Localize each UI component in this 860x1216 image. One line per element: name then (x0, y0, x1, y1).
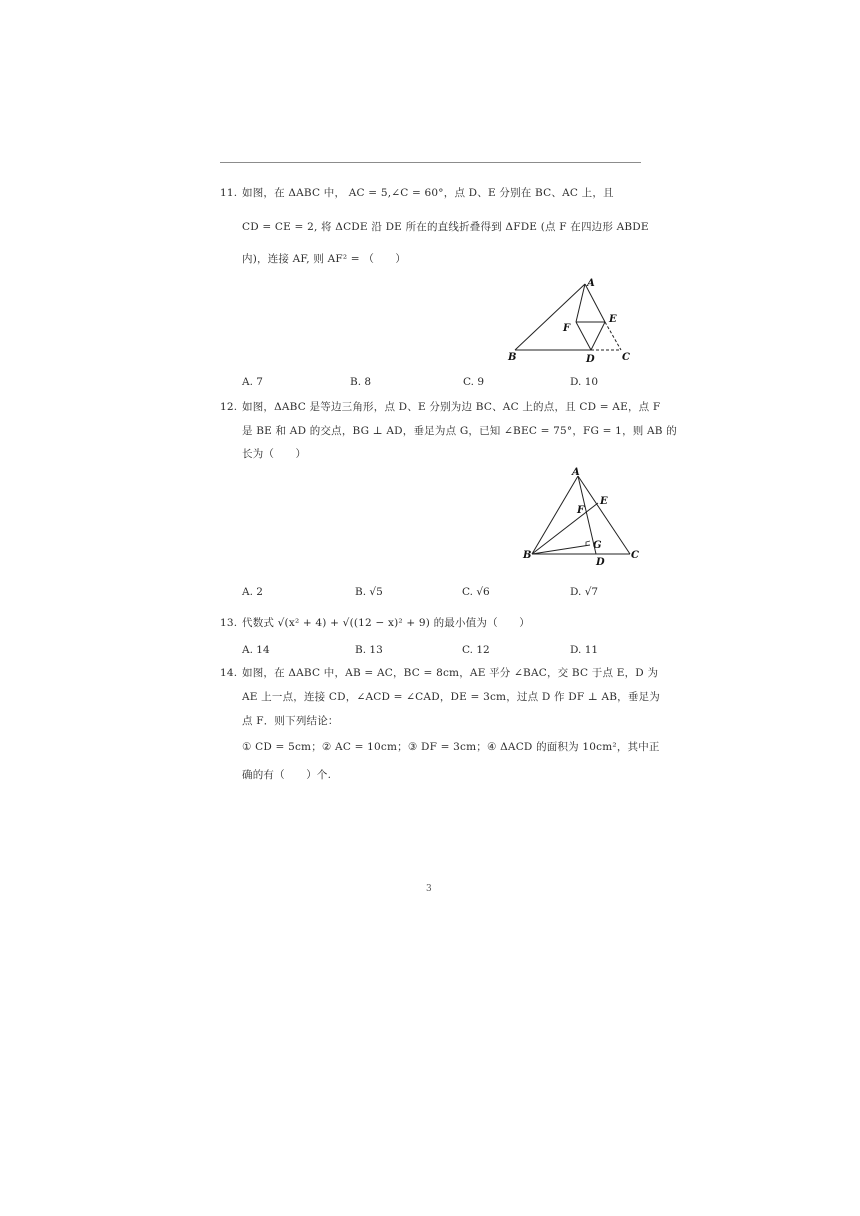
q11-option-c: C. 9 (463, 376, 485, 388)
q12-label-g: G (593, 540, 602, 551)
q12-line-3: 长为（ ） (242, 448, 307, 460)
q11-label-b: B (508, 352, 517, 363)
q12-option-d: D. √7 (570, 586, 599, 598)
q11-label-f: F (563, 323, 571, 334)
page-number: 3 (426, 884, 432, 894)
q12-label-a: A (572, 467, 580, 478)
q12-label-e: E (600, 496, 608, 507)
q13-option-a: A. 14 (242, 644, 270, 656)
q12-label-f: F (577, 505, 585, 516)
q11-option-b: B. 8 (350, 376, 372, 388)
q13-line-1: 13. 代数式 √(x² + 4) + √((12 − x)² + 9) 的最小值为（ ） (220, 617, 530, 629)
q12-line-1: 12. 如图，ΔABC 是等边三角形，点 D、E 分别为边 BC、AC 上的点，且 CD = AE，点 F (220, 401, 661, 413)
q12-number: 12. (220, 401, 238, 413)
q12-label-d: D (596, 557, 605, 568)
q14-line-2: AE 上一点，连接 CD，∠ACD = ∠CAD，DE = 3cm，过点 D 作 DF ⊥ AB，垂足为 (242, 691, 660, 703)
q14-number: 14. (220, 667, 238, 679)
q11-label-e: E (609, 314, 617, 325)
q11-label-c: C (622, 352, 630, 363)
q11-number: 11. (220, 187, 238, 199)
q13-option-d: D. 11 (570, 644, 599, 656)
q11-line-2: CD = CE = 2, 将 ΔCDE 沿 DE 所在的直线折叠得到 ΔFDE (点 F 在四边形 ABDE (242, 221, 649, 233)
q11-figure (505, 276, 640, 368)
q13-option-c: C. 12 (462, 644, 490, 656)
q12-label-b: B (523, 550, 532, 561)
q11-line-1: 11. 如图，在 ΔABC 中， AC = 5,∠C = 60°，点 D、E 分别在 BC、AC 上，且 (220, 187, 614, 199)
q12-label-c: C (631, 550, 639, 561)
q12-line-2: 是 BE 和 AD 的交点，BG ⊥ AD，垂足为点 G，已知 ∠BEC = 75°，FG = 1，则 AB 的 (242, 425, 677, 437)
q11-option-a: A. 7 (242, 376, 263, 388)
q14-line-1: 14. 如图，在 ΔABC 中，AB = AC，BC = 8cm，AE 平分 ∠BAC，交 BC 于点 E，D 为 (220, 667, 659, 679)
q14-line-3: 点 F．则下列结论： (242, 715, 339, 727)
q12-option-b: B. √5 (355, 586, 383, 598)
q11-label-a: A (587, 278, 595, 289)
q13-number: 13. (220, 617, 238, 629)
q14-line-5: 确的有（ ）个. (242, 769, 332, 781)
q12-option-c: C. √6 (462, 586, 490, 598)
q11-label-d: D (586, 354, 595, 365)
q12-option-a: A. 2 (242, 586, 263, 598)
q11-line-3: 内)，连接 AF, 则 AF² = （ ） (242, 253, 407, 265)
q12-figure (520, 466, 645, 568)
q11-option-d: D. 10 (570, 376, 599, 388)
q13-option-b: B. 13 (355, 644, 383, 656)
q14-line-4: ① CD = 5cm；② AC = 10cm；③ DF = 3cm；④ ΔACD 的面积为 10cm²，其中正 (242, 741, 660, 753)
header-rule (220, 162, 641, 163)
